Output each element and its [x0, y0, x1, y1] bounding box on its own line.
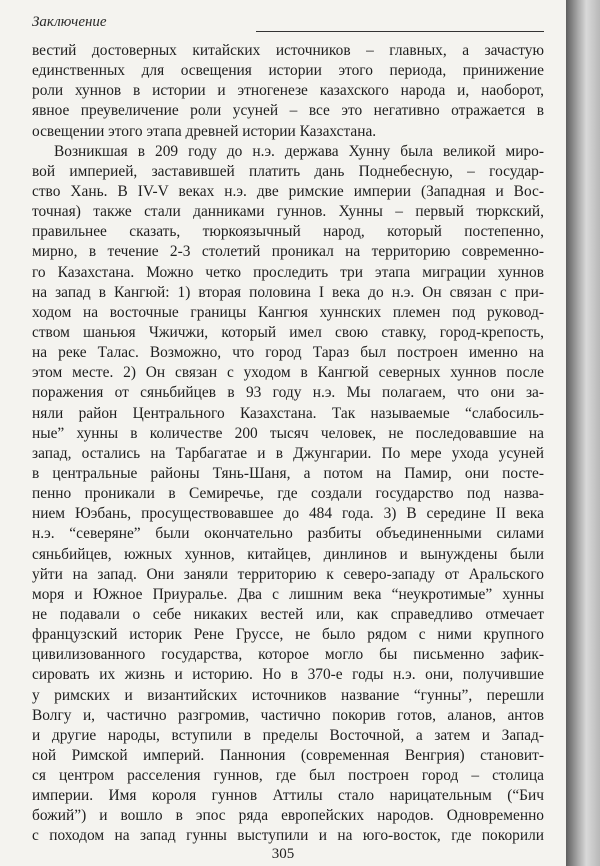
- text-line: французский историк Рене Груссе, не было рядом с ними крупного: [32, 626, 544, 644]
- text-line: го Казахстана. Можно четко проследить три этапа миграции хуннов: [32, 263, 544, 281]
- text-line: мирно, в течение 2-3 столетий проникал на территорию современно-: [32, 243, 544, 261]
- text-line: ством шаньюя Чжичжи, который имел свою ставку, город-крепость,: [32, 323, 544, 341]
- text-line: ной Римской империй. Паннония (современная Венгрия) становит-: [32, 746, 544, 764]
- running-header: [32, 12, 544, 36]
- text-line: няли район Центрального Казахстана. Так называемые “слабосиль-: [32, 404, 544, 422]
- text-line: империи. Имя короля гуннов Аттилы стало нарицательным (“Бич: [32, 787, 544, 805]
- text-line: роли хуннов в истории и этногенезе казахского народа и, наоборот,: [32, 82, 544, 100]
- text-line: сировать их жизнь и историю. Но в 370-е годы н.э. они, получившие: [32, 666, 544, 684]
- text-line: на запад в Кангюй: 1) вторая половина I века до н.э. Он связан с при-: [32, 283, 544, 301]
- text-line: ходом на восточные границы Кангюя хуннских племен под руковод-: [32, 303, 544, 321]
- page-edge-shadow: [566, 0, 600, 866]
- text-line: Волгу и, частично разгромив, частично покорив готов, аланов, антов: [32, 706, 544, 724]
- text-line: ся центром расселения гуннов, где был построен город – столица: [32, 767, 544, 785]
- text-line: точная) также стали данниками гуннов. Хунны – первый тюркский,: [32, 203, 544, 221]
- page-number: 305: [271, 846, 295, 862]
- text-line: нием Юэбань, просуществовавшее до 484 года. 3) В середине II века: [32, 505, 544, 523]
- text-line: явное преувеличение роли усуней – все это негативно отражается в: [32, 102, 544, 120]
- text-line: запад, остались на Тарбагатае и в Джунгарии. По мере ухода усуней: [32, 444, 544, 462]
- text-line: в центральные районы Тянь-Шаня, а потом на Памир, они посте-: [32, 464, 544, 482]
- text-line: цивилизованного государства, которое могло бы письменно зафик-: [32, 646, 544, 664]
- text-line: освещении этого этапа древней истории Казахстана.: [32, 122, 377, 140]
- text-line: этом месте. 2) Он связан с уходом в Кангюй северных хуннов после: [32, 364, 544, 382]
- text-line: Возникшая в 209 году до н.э. держава Хунну была великой миро-: [54, 142, 544, 160]
- text-line: вой империей, заставившей платить дань Поднебесную, – государ-: [32, 162, 544, 180]
- text-line: у римских и византийских источников название “гунны”, перешли: [32, 686, 544, 704]
- text-line: на реке Талас. Возможно, что город Тараз был построен именно на: [32, 344, 544, 362]
- text-line: пенно проникали в Семиречье, где создали государство под назва-: [32, 485, 544, 503]
- text-line: н.э. “северяне” были окончательно разбиты объединенными силами: [32, 525, 544, 543]
- text-line: с походом на запад гунны выступили и на юго-восток, где покорили: [32, 827, 544, 845]
- text-line: уйти на запад. Они заняли территорию к северо-западу от Аральского: [32, 565, 544, 583]
- text-line: поражения от сяньбийцев в 93 году н.э. Мы полагаем, что они за-: [32, 384, 544, 402]
- chapter-title: Заключение: [32, 14, 107, 30]
- body-text: [32, 41, 544, 847]
- text-line: сяньбийцев, южных хуннов, китайцев, динлинов и вынуждены были: [32, 545, 544, 563]
- text-line: единственных для освещения истории этого периода, принижение: [32, 62, 544, 80]
- text-line: не подавали о себе никаких вестей или, как справедливо отмечает: [32, 605, 544, 623]
- text-line: ные” хунны в количестве 200 тысяч человек, не последовавшие на: [32, 424, 544, 442]
- text-line: правильнее сказать, тюркоязычный народ, который постепенно,: [32, 223, 544, 241]
- text-line: и другие народы, вступили в пределы Восточной, а затем и Запад-: [32, 726, 544, 744]
- header-rule: [256, 31, 544, 32]
- text-line: вестий достоверных китайских источников – главных, а зачастую: [32, 42, 544, 59]
- text-line: ство Хань. В IV-V веках н.э. две римские империи (Западная и Вос-: [32, 182, 544, 200]
- text-line: божий”) и вошло в эпос ряда европейских народов. Одновременно: [32, 807, 544, 825]
- text-line: моря и Южное Приуралье. Два с лишним века “неукротимые” хунны: [32, 585, 544, 603]
